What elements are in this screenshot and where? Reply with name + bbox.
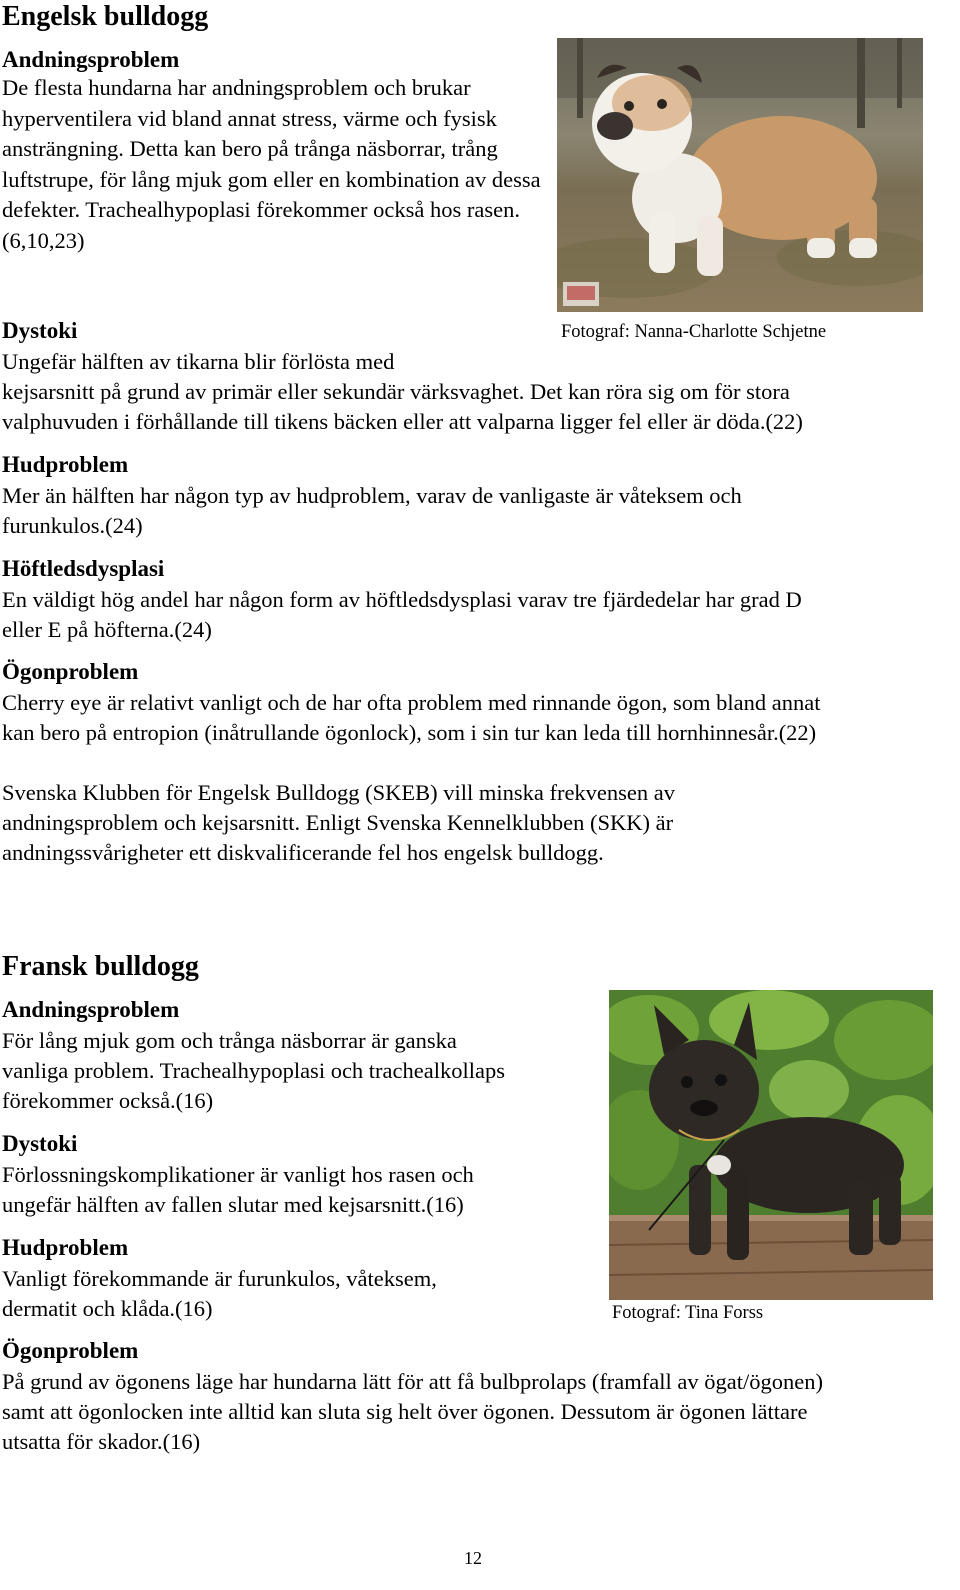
hip-line-2: eller E på höfterna.(24)	[2, 617, 212, 642]
french-breathing-line-2: vanliga problem. Trachealhypoplasi och trachealkollaps	[2, 1058, 505, 1083]
club-line-3: andningssvårigheter ett diskvalificerande fel hos engelsk bulldogg.	[2, 840, 604, 865]
heading-french-eyes: Ögonproblem	[2, 1338, 139, 1363]
skin-line-1: Mer än hälften har någon typ av hudproblem, varav de vanligaste är våteksem och	[2, 483, 742, 508]
skin-line-2: furunkulos.(24)	[2, 513, 143, 538]
french-eyes-line-2: samt att ögonlocken inte alltid kan sluta sig helt över ögonen. Dessutom är ögonen lättare	[2, 1399, 808, 1424]
dystocia-line-3: valphuvuden i förhållande till tikens bäcken eller att valparna ligger fel eller är döda.(22)	[2, 409, 803, 434]
page-number: 12	[464, 1548, 482, 1568]
french-eyes-line-3: utsatta för skador.(16)	[2, 1429, 201, 1454]
english-bulldog-photo	[557, 38, 923, 312]
french-breathing-line-1: För lång mjuk gom och trånga näsborrar är ganska	[2, 1028, 457, 1053]
club-line-2: andningsproblem och kejsarsnitt. Enligt Svenska Kennelklubben (SKK) är	[2, 810, 674, 835]
club-line-1: Svenska Klubben för Engelsk Bulldogg (SKEB) vill minska frekvensen av	[2, 780, 676, 805]
french-skin-line-2: dermatit och klåda.(16)	[2, 1296, 213, 1321]
section-title-english-bulldog: Engelsk bulldogg	[2, 1, 209, 32]
english-bulldog-illustration	[557, 38, 923, 312]
heading-breathing-problems: Andningsproblem	[2, 47, 180, 72]
eyes-line-1: Cherry eye är relativt vanligt och de har ofta problem med rinnande ögon, som bland annat	[2, 690, 821, 715]
caption-english-photo: Fotograf: Nanna-Charlotte Schjetne	[561, 322, 827, 342]
paragraph-breathing-problems: De flesta hundarna har andningsproblem och brukar hyperventilera vid bland annat stress, värme och fysisk ansträngning. Detta kan bero på trånga näsborrar, trång luftstrupe, för lång mjuk gom eller en kombination av dessa defekter. Trachealhypoplasi förekommer också hos rasen. (6,10,23)	[2, 75, 541, 253]
french-dystocia-line-2: ungefär hälften av fallen slutar med kejsarsnitt.(16)	[2, 1192, 464, 1217]
french-dystocia-line-1: Förlossningskomplikationer är vanligt hos rasen och	[2, 1162, 474, 1187]
dystocia-line-1: Ungefär hälften av tikarna blir förlösta med	[2, 349, 395, 374]
dystocia-line-2: kejsarsnitt på grund av primär eller sekundär värksvaghet. Det kan röra sig om för stora	[2, 379, 790, 404]
french-breathing-line-3: förekommer också.(16)	[2, 1088, 214, 1113]
french-bulldog-illustration	[609, 990, 933, 1300]
heading-eye-problems: Ögonproblem	[2, 659, 139, 684]
hip-line-1: En väldigt hög andel har någon form av höftledsdysplasi varav tre fjärdedelar har grad D	[2, 587, 802, 612]
section-title-french-bulldog: Fransk bulldogg	[2, 951, 199, 982]
french-bulldog-photo	[609, 990, 933, 1300]
heading-skin-problems: Hudproblem	[2, 452, 129, 477]
eyes-line-2: kan bero på entropion (inåtrullande ögonlock), som i sin tur kan leda till hornhinnesår.(22)	[2, 720, 817, 745]
heading-dystocia: Dystoki	[2, 318, 78, 343]
heading-hip-dysplasia: Höftledsdysplasi	[2, 556, 165, 581]
heading-french-breathing: Andningsproblem	[2, 997, 180, 1022]
french-skin-line-1: Vanligt förekommande är furunkulos, våteksem,	[2, 1266, 437, 1291]
heading-french-dystocia: Dystoki	[2, 1131, 78, 1156]
heading-french-skin: Hudproblem	[2, 1235, 129, 1260]
caption-french-photo: Fotograf: Tina Forss	[612, 1303, 764, 1323]
french-eyes-line-1: På grund av ögonens läge har hundarna lätt för att få bulbprolaps (framfall av ögat/ögonen)	[2, 1369, 823, 1394]
